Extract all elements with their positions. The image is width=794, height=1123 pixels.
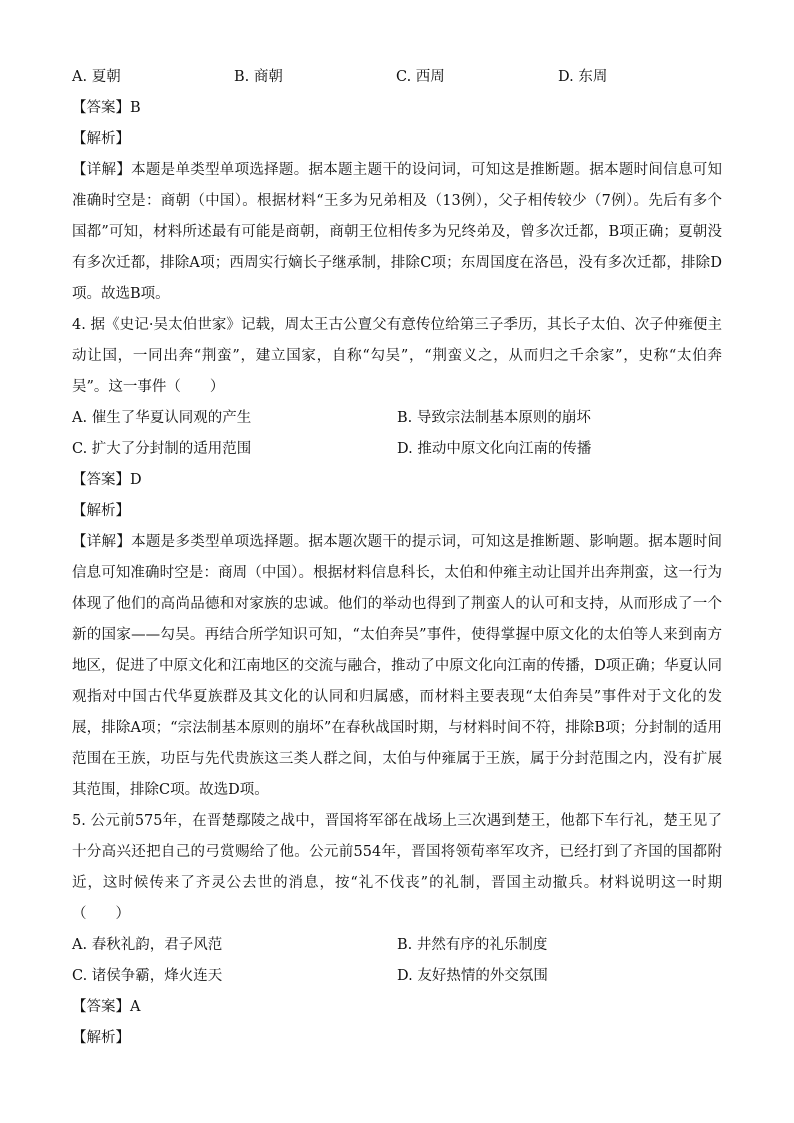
q3-option-d: D. 东周 [558,69,608,85]
q5-option-a: A. 春秋礼韵，君子风范 [72,937,223,953]
q5-stem: 5. 公元前575年，在晋楚鄢陵之战中，晋国将军郤在战场上三次遇到楚王，他都下车行礼，楚王见了十分高兴还把自己的弓赏赐给了他。公元前554年，晋国将领荀率军攻齐，已经打到了齐国的国都附近，这时候传来了齐灵公去世的消息，按“礼不伐丧”的礼制，晋国主动撤兵。材料说明这一时期（ ） [72,813,722,922]
q5-options-row1 [72,930,722,961]
q3-option-c: C. 西周 [396,69,445,85]
q3-option-b: B. 商朝 [234,69,283,85]
q4-answer-value: D [130,472,142,488]
q5-options-row2 [72,961,722,992]
q4-analysis-tag: 【解析】 [72,503,130,519]
q4-detail-tag: 【详解】 [72,534,132,550]
q4-detail [72,527,722,806]
q3-analysis-tag: 【解析】 [72,131,130,147]
q5-option-c: C. 诸侯争霸，烽火连天 [72,968,223,984]
q3-answer-tag: 【答案】 [72,100,130,116]
q4-option-d: D. 推动中原文化向江南的传播 [397,441,592,457]
q3-options [72,62,722,93]
q5-analysis-tag: 【解析】 [72,1030,130,1046]
q4-answer-tag: 【答案】 [72,472,130,488]
q3-option-a: A. 夏朝 [72,69,121,85]
q3-answer [72,93,722,124]
q4-stem: 4. 据《史记·吴太伯世家》记载，周太王古公亶父有意传位给第三子季历，其长子太伯、次子仲雍便主动让国，一同出奔“荆蛮”，建立国家，自称“勾吴”，“荆蛮义之，从而归之千余家”，史称“太伯奔吴”。这一事件（ ） [72,317,722,395]
q4-options-row2 [72,434,722,465]
page-content [72,62,722,1054]
q3-detail [72,155,722,310]
q3-answer-value: B [130,100,141,116]
q4-option-c: C. 扩大了分封制的适用范围 [72,441,252,457]
q5-answer [72,992,722,1023]
q4-options-row1 [72,403,722,434]
q5-answer-tag: 【答案】 [72,999,130,1015]
q4-option-b: B. 导致宗法制基本原则的崩坏 [397,410,591,426]
q5-option-d: D. 友好热情的外交氛围 [397,968,548,984]
q3-detail-text: 本题是单类型单项选择题。据本题主题干的设问词，可知这是推断题。据本题时间信息可知准确时空是：商朝（中国）。根据材料“王多为兄弟相及（13例），父子相传较少（7例）。先后有多个国都”可知，材料所述最有可能是商朝，商朝王位相传多为兄终弟及，曾多次迁都，B项正确；夏朝没有多次迁都，排除A项；西周实行嫡长子继承制，排除C项；东周国度在洛邑，没有多次迁都，排除D项。故选B项。 [72,162,723,302]
q3-detail-tag: 【详解】 [72,162,132,178]
q5-option-b: B. 井然有序的礼乐制度 [397,937,548,953]
q5-answer-value: A [130,999,141,1015]
q4-detail-text: 本题是多类型单项选择题。据本题次题干的提示词，可知这是推断题、影响题。据本题时间信息可知准确时空是：商周（中国）。根据材料信息科长，太伯和仲雍主动让国并出奔荆蛮，这一行为体现了他们的高尚品德和对家族的忠诚。他们的举动也得到了荆蛮人的认可和支持，从而形成了一个新的国家——勾吴。再结合所学知识可知，“太伯奔吴”事件，使得掌握中原文化的太伯等人来到南方地区，促进了中原文化和江南地区的交流与融合，推动了中原文化向江南的传播，D项正确；华夏认同观指对中国古代华夏族群及其文化的认同和归属感，而材料主要表现“太伯奔吴”事件对于文化的发展，排除A项；“宗法制基本原则的崩坏”在春秋战国时期，与材料时间不符，排除B项；分封制的适用范围在王族，功臣与先代贵族这三类人群之间，太伯与仲雍属于王族，属于分封范围之内，没有扩展其范围，排除C项。故选D项。 [72,534,723,798]
q4-answer [72,465,722,496]
q4-option-a: A. 催生了华夏认同观的产生 [72,410,252,426]
